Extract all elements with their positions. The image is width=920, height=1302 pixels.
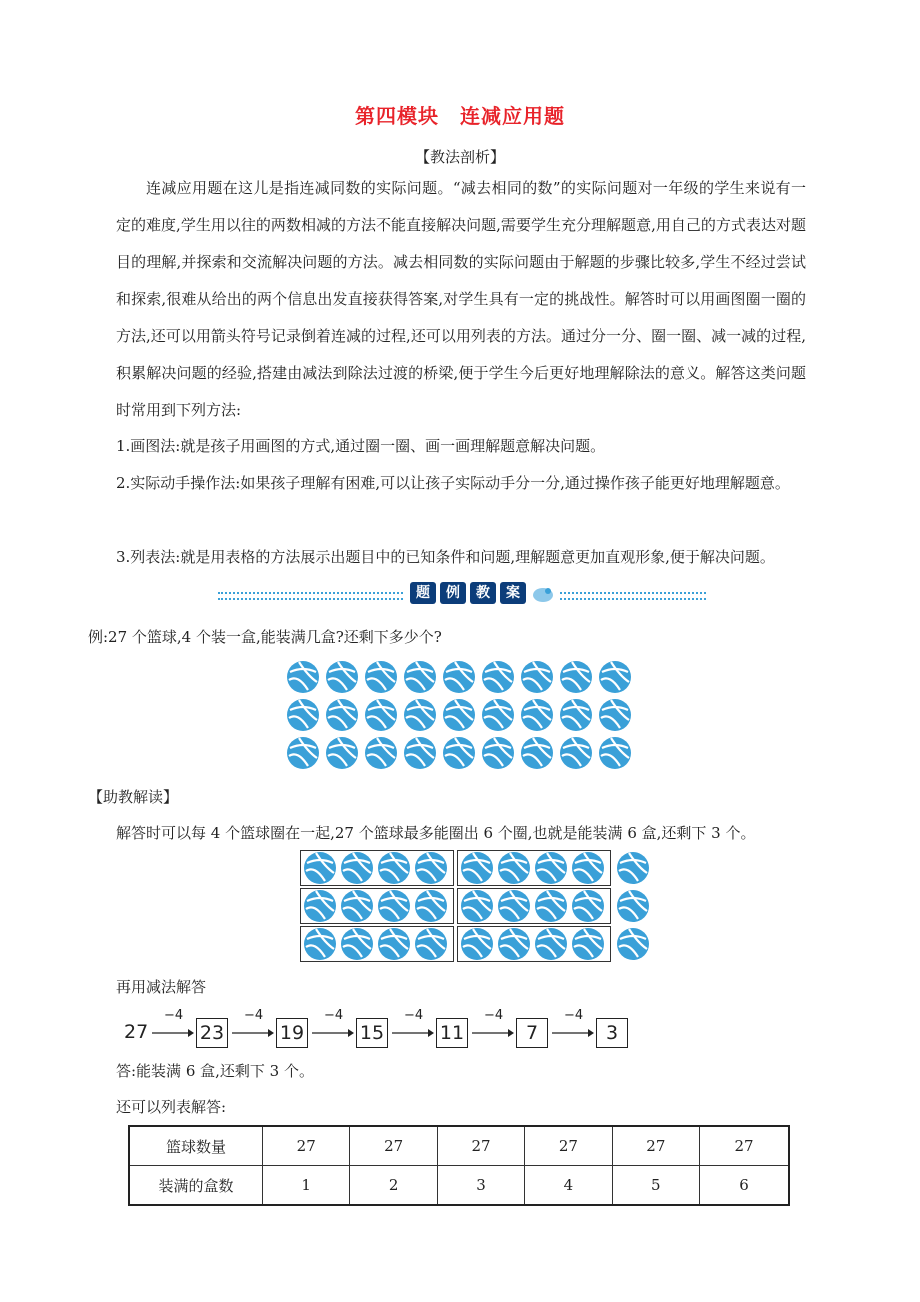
table-cell: 27	[525, 1126, 612, 1166]
arrow	[470, 1008, 514, 1046]
basketball-icon	[286, 736, 320, 770]
chain-start: 27	[124, 1021, 149, 1043]
basketball-icon	[460, 889, 494, 923]
basketball-icon	[325, 698, 359, 732]
basketball-icon	[340, 889, 374, 923]
answer-text: 答:能装满 6 盒,还剩下 3 个。	[116, 1062, 314, 1080]
basketball-grid	[286, 660, 636, 774]
banner-char: 题	[410, 582, 436, 604]
example-question: 例:27 个篮球,4 个装一盒,能装满几盒?还剩下多少个?	[88, 628, 442, 646]
method-3: 3.列表法:就是用表格的方法展示出题目中的已知条件和问题,理解题意更加直观形象,便于解决问题。	[116, 548, 775, 566]
basketball-icon	[534, 851, 568, 885]
result-box: 7	[516, 1018, 548, 1048]
basketball-icon	[571, 927, 605, 961]
basketball-icon	[598, 660, 632, 694]
section-heading-jiaofa: 【教法剖析】	[414, 148, 505, 166]
table-cell: 6	[700, 1166, 789, 1206]
basketball-icon	[481, 736, 515, 770]
arrow	[550, 1008, 594, 1046]
result-box: 11	[436, 1018, 468, 1048]
basketball-icon	[414, 851, 448, 885]
basketball-icon	[571, 851, 605, 885]
basketball-icon	[460, 851, 494, 885]
row-header: 篮球数量	[129, 1126, 263, 1166]
basketball-icon	[534, 927, 568, 961]
basketball-icon	[571, 889, 605, 923]
bird-icon	[530, 582, 556, 606]
arrow	[310, 1008, 354, 1046]
table-cell: 27	[437, 1126, 524, 1166]
basketball-icon	[364, 660, 398, 694]
basketball-icon	[497, 889, 531, 923]
banner-char: 教	[470, 582, 496, 604]
basketball-icon	[414, 927, 448, 961]
basketball-icon	[559, 736, 593, 770]
basketball-icon	[303, 889, 337, 923]
basketball-icon	[403, 736, 437, 770]
basketball-icon	[616, 851, 650, 885]
intro-paragraph: 连减应用题在这儿是指连减同数的实际问题。“减去相同的数”的实际问题对一年级的学生来说有一定的难度,学生用以往的两数相减的方法不能直接解决问题,需要学生充分理解题意,用自己的方式表达对题目的理解,并探索和交流解决问题的方法。减去相同数的实际问题由于解题的步骤比较多,学生不经过尝试和探索,很难从给出的两个信息出发直接获得答案,对学生具有一定的挑战性。解答时可以用画图圈一圈的方法,还可以用箭头符号记录倒着连减的过程,还可以用列表的方法。通过分一分、圈一圈、减一减的过程,积累解决问题的经验,搭建由减法到除法过渡的桥梁,便于学生今后更好地理解除法的意义。解答这类问题时常用到下列方法:	[116, 179, 806, 419]
method-2: 2.实际动手操作法:如果孩子理解有困难,可以让孩子实际动手分一分,通过操作孩子能更好地理解题意。	[116, 474, 790, 492]
basketball-icon	[377, 927, 411, 961]
basketball-icon	[442, 698, 476, 732]
basketball-icon	[616, 927, 650, 961]
basketball-icon	[442, 736, 476, 770]
result-box: 15	[356, 1018, 388, 1048]
basketball-icon	[364, 698, 398, 732]
basketball-icon	[303, 927, 337, 961]
arrow-label: −4	[564, 1008, 584, 1023]
arrow-label: −4	[404, 1008, 424, 1023]
result-box: 19	[276, 1018, 308, 1048]
basketball-icon	[340, 927, 374, 961]
row-header: 装满的盒数	[129, 1166, 263, 1206]
basketball-icon	[403, 698, 437, 732]
table-cell: 4	[525, 1166, 612, 1206]
basketball-icon	[520, 660, 554, 694]
page-title: 第四模块 连减应用题	[355, 104, 565, 128]
result-box: 23	[196, 1018, 228, 1048]
result-box: 3	[596, 1018, 628, 1048]
table-row	[129, 1166, 789, 1206]
method-1: 1.画图法:就是孩子用画图的方式,通过圈一圈、画一画理解题意解决问题。	[116, 437, 606, 455]
basketball-icon	[403, 660, 437, 694]
table-cell: 27	[263, 1126, 350, 1166]
banner-char: 例	[440, 582, 466, 604]
basketball-icon	[598, 698, 632, 732]
section-heading-zhujiao: 【助教解读】	[88, 788, 179, 806]
arrow-label: −4	[164, 1008, 184, 1023]
basketball-icon	[414, 889, 448, 923]
explain-text: 解答时可以每 4 个篮球圈在一起,27 个篮球最多能圈出 6 个圈,也就是能装满 6 盒,还剩下 3 个。	[116, 824, 756, 842]
basketball-icon	[340, 851, 374, 885]
table-cell: 27	[700, 1126, 789, 1166]
answer-table	[128, 1125, 790, 1206]
subtract-intro: 再用减法解答	[116, 978, 207, 996]
basketball-icon	[377, 889, 411, 923]
table-cell: 5	[612, 1166, 699, 1206]
basketball-icon	[497, 851, 531, 885]
basketball-icon	[460, 927, 494, 961]
basketball-icon	[520, 698, 554, 732]
example-banner	[218, 582, 706, 606]
grouped-basketballs	[300, 850, 650, 970]
arrow-label: −4	[324, 1008, 344, 1023]
table-cell: 27	[350, 1126, 437, 1166]
basketball-icon	[616, 889, 650, 923]
arrow	[150, 1008, 194, 1046]
table-cell: 1	[263, 1166, 350, 1206]
basketball-icon	[286, 698, 320, 732]
table-cell: 3	[437, 1166, 524, 1206]
table-intro: 还可以列表解答:	[116, 1098, 227, 1116]
table-cell: 2	[350, 1166, 437, 1206]
table-cell: 27	[612, 1126, 699, 1166]
basketball-icon	[442, 660, 476, 694]
basketball-icon	[559, 660, 593, 694]
arrow-label: −4	[244, 1008, 264, 1023]
basketball-icon	[598, 736, 632, 770]
basketball-icon	[286, 660, 320, 694]
basketball-icon	[534, 889, 568, 923]
basketball-icon	[481, 698, 515, 732]
basketball-icon	[325, 660, 359, 694]
basketball-icon	[520, 736, 554, 770]
basketball-icon	[303, 851, 337, 885]
basketball-icon	[481, 660, 515, 694]
basketball-icon	[364, 736, 398, 770]
table-row	[129, 1126, 789, 1166]
arrow-label: −4	[484, 1008, 504, 1023]
arrow	[390, 1008, 434, 1046]
basketball-icon	[325, 736, 359, 770]
basketball-icon	[377, 851, 411, 885]
banner-char: 案	[500, 582, 526, 604]
arrow	[230, 1008, 274, 1046]
subtraction-chain	[124, 1008, 619, 1048]
basketball-icon	[497, 927, 531, 961]
basketball-icon	[559, 698, 593, 732]
